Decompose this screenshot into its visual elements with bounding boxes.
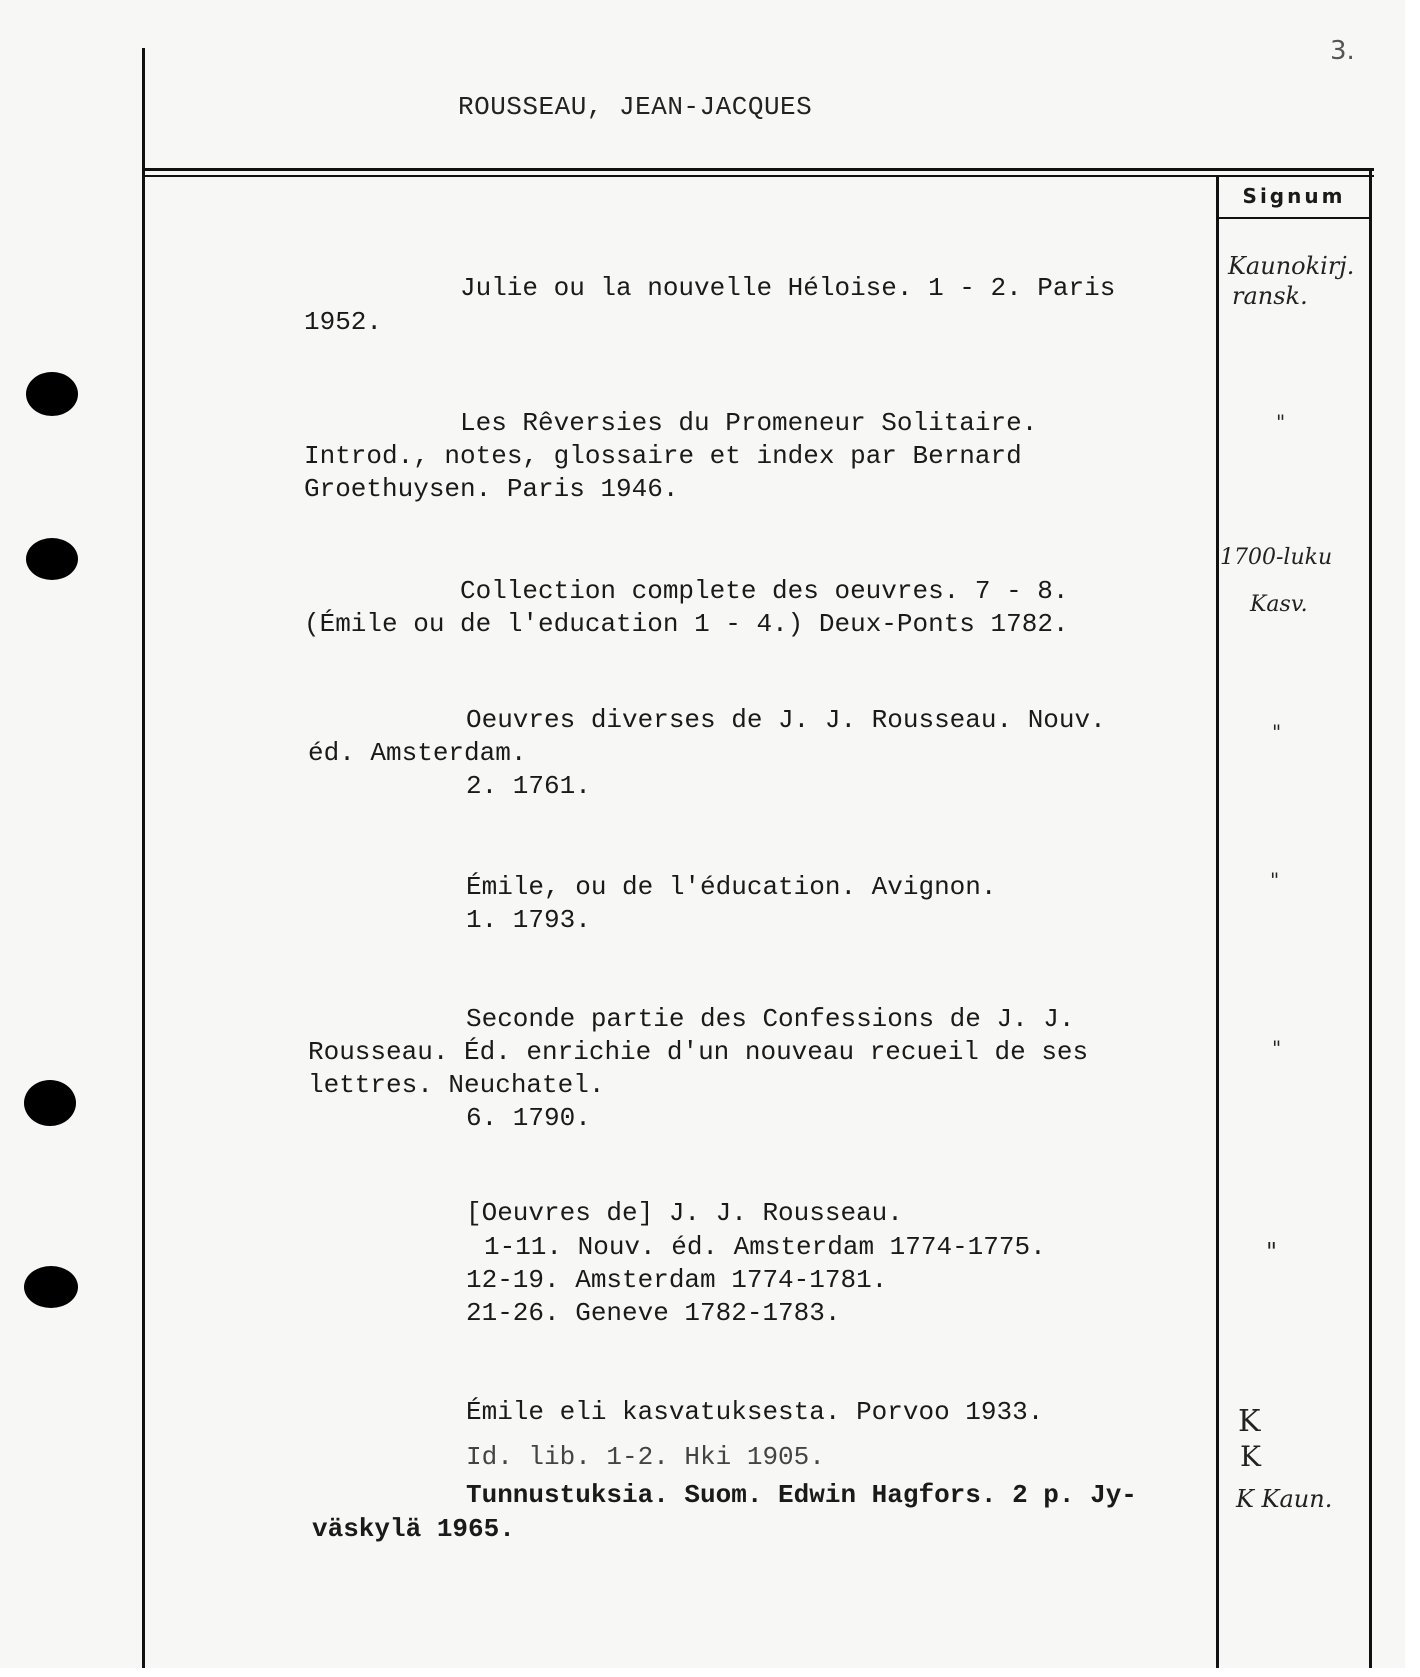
entry-line: Émile eli kasvatuksesta. Porvoo 1933.: [466, 1397, 1044, 1427]
entry-line: 2. 1761.: [466, 771, 591, 801]
binder-hole: [26, 372, 78, 416]
signum-note: K: [1238, 1404, 1261, 1439]
binder-hole: [24, 1266, 78, 1308]
entry-line: väskylä 1965.: [312, 1514, 515, 1544]
page-number: 3.: [1330, 36, 1355, 66]
entry-line: Collection complete des oeuvres. 7 - 8.: [460, 576, 1069, 606]
entry-line: lettres. Neuchatel.: [308, 1070, 605, 1100]
entry-line: Oeuvres diverses de J. J. Rousseau. Nouv.: [466, 705, 1106, 735]
author-heading: ROUSSEAU, JEAN-JACQUES: [458, 92, 813, 122]
signum-note: K Kaun.: [1236, 1485, 1333, 1513]
signum-header: Signum: [1242, 184, 1346, 208]
card-header-rule: [142, 168, 1374, 171]
signum-note: ": [1276, 410, 1286, 434]
entry-line: Id. lib. 1-2. Hki 1905.: [466, 1442, 825, 1472]
entry-line: 1952.: [304, 307, 383, 337]
signum-header-rule: [1216, 217, 1372, 219]
signum-note: ": [1270, 868, 1280, 892]
entry-line: Tunnustuksia. Suom. Edwin Hagfors. 2 p. Jy-: [466, 1480, 1137, 1510]
signum-column-rule: [1216, 177, 1219, 1668]
entry-line: Émile, ou de l'éducation. Avignon.: [466, 872, 997, 902]
entry-line: (Émile ou de l'education 1 - 4.) Deux-Ponts 1782.: [304, 609, 1069, 639]
entry-line: Seconde partie des Confessions de J. J.: [466, 1004, 1075, 1034]
signum-note: Kasv.: [1250, 592, 1308, 617]
binder-hole: [24, 1080, 76, 1126]
signum-note: ransk.: [1232, 282, 1308, 310]
scan-margin-bottom: [0, 1668, 1420, 1677]
entry-line: Les Rêversies du Promeneur Solitaire.: [460, 408, 1038, 438]
entry-line: [Oeuvres de] J. J. Rousseau.: [466, 1198, 903, 1228]
entry-line: 21-26. Geneve 1782-1783.: [466, 1298, 841, 1328]
entry-line: Julie ou la nouvelle Héloise. 1 - 2. Paris: [460, 273, 1116, 303]
entry-line: Introd., notes, glossaire et index par Bernard: [304, 441, 1022, 471]
entry-line: Rousseau. Éd. enrichie d'un nouveau recueil de ses: [308, 1037, 1089, 1067]
signum-note: ": [1266, 1238, 1278, 1266]
entry-line: Groethuysen. Paris 1946.: [304, 474, 679, 504]
signum-note: K: [1240, 1440, 1261, 1473]
entry-line: 1. 1793.: [466, 905, 591, 935]
signum-note: Kaunokirj.: [1228, 252, 1355, 280]
signum-note: ": [1272, 720, 1282, 744]
entry-line: 12-19. Amsterdam 1774-1781.: [466, 1265, 888, 1295]
entry-line: 6. 1790.: [466, 1103, 591, 1133]
binder-hole: [26, 538, 78, 580]
entry-line: 1-11. Nouv. éd. Amsterdam 1774-1775.: [484, 1232, 1046, 1262]
signum-note: ": [1272, 1036, 1282, 1060]
card-left-rule: [142, 48, 145, 1668]
card-header-rule: [142, 175, 1374, 177]
scan-margin-right: [1405, 0, 1420, 1677]
entry-line: éd. Amsterdam.: [308, 738, 527, 768]
signum-note: 1700-luku: [1220, 545, 1333, 570]
signum-column-rule: [1369, 171, 1372, 1668]
